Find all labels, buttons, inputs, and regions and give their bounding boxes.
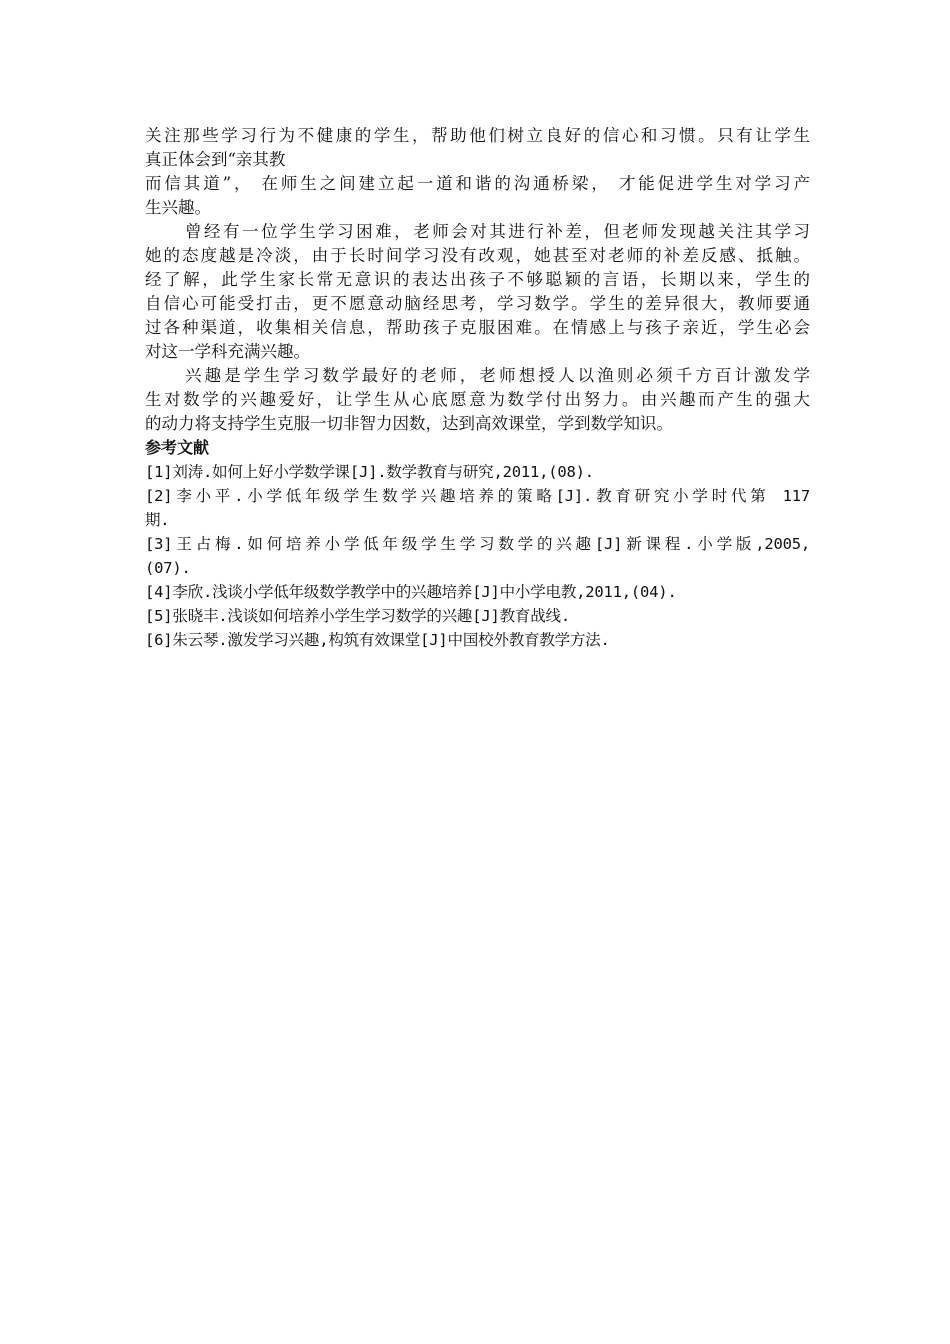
paragraph-line: 真正体会到“亲其教 bbox=[145, 150, 286, 169]
paragraph-line: 生对数学的兴趣爱好，让学生从心底愿意为数学付出努力。由兴趣而产生的强大 bbox=[145, 390, 810, 409]
reference-item: [2]李小平.小学低年级学生数学兴趣培养的策略[J].教育研究小学时代第 117 bbox=[145, 487, 810, 505]
paragraph-line: 对这一学科充满兴趣。 bbox=[145, 342, 310, 361]
paragraph-line: 而信其道”， 在师生之间建立起一道和谐的沟通桥梁， 才能促进学生对学习产 bbox=[145, 174, 810, 193]
paragraph-2 bbox=[145, 220, 810, 364]
paragraph-line: 经了解，此学生家长常无意识的表达出孩子不够聪颖的言语，长期以来，学生的 bbox=[145, 270, 810, 289]
paragraph-line: 兴趣是学生学习数学最好的老师，老师想授人以渔则必须千方百计激发学 bbox=[185, 366, 810, 385]
paragraph-line: 的动力将支持学生克服一切非智力因数，达到高效课堂，学到数学知识。 bbox=[145, 414, 673, 433]
reference-item: (07). bbox=[145, 559, 191, 577]
reference-item: 期. bbox=[145, 511, 170, 529]
paragraph-line: 她的态度越是冷淡，由于长时间学习没有改观，她甚至对老师的补差反感、抵触。 bbox=[145, 246, 810, 265]
paragraph-line: 生兴趣。 bbox=[145, 198, 211, 217]
paragraph-line: 自信心可能受打击，更不愿意动脑经思考，学习数学。学生的差异很大，教师要通 bbox=[145, 294, 810, 313]
references-section bbox=[145, 436, 810, 652]
paragraph-line: 曾经有一位学生学习困难，老师会对其进行补差，但老师发现越关注其学习 bbox=[185, 222, 810, 241]
reference-item: [6]朱云琴.激发学习兴趣,构筑有效课堂[J]中国校外教育教学方法. bbox=[145, 631, 610, 649]
paragraph-1 bbox=[145, 124, 810, 220]
reference-item: [5]张晓丰.浅谈如何培养小学生学习数学的兴趣[J]教育战线. bbox=[145, 607, 570, 625]
paragraph-3 bbox=[145, 364, 810, 436]
reference-item: [4]李欣.浅谈小学低年级数学教学中的兴趣培养[J]中小学电教,2011,(04). bbox=[145, 583, 677, 601]
document-content bbox=[145, 124, 810, 652]
paragraph-line: 关注那些学习行为不健康的学生，帮助他们树立良好的信心和习惯。只有让学生 bbox=[145, 126, 810, 145]
paragraph-line: 过各种渠道，收集相关信息，帮助孩子克服困难。在情感上与孩子亲近，学生必会 bbox=[145, 318, 810, 337]
reference-item: [3]王占梅.如何培养小学低年级学生学习数学的兴趣[J]新课程.小学版,2005, bbox=[145, 535, 810, 553]
references-heading: 参考文献 bbox=[145, 438, 210, 457]
reference-item: [1]刘涛.如何上好小学数学课[J].数学教育与研究,2011,(08). bbox=[145, 463, 594, 481]
